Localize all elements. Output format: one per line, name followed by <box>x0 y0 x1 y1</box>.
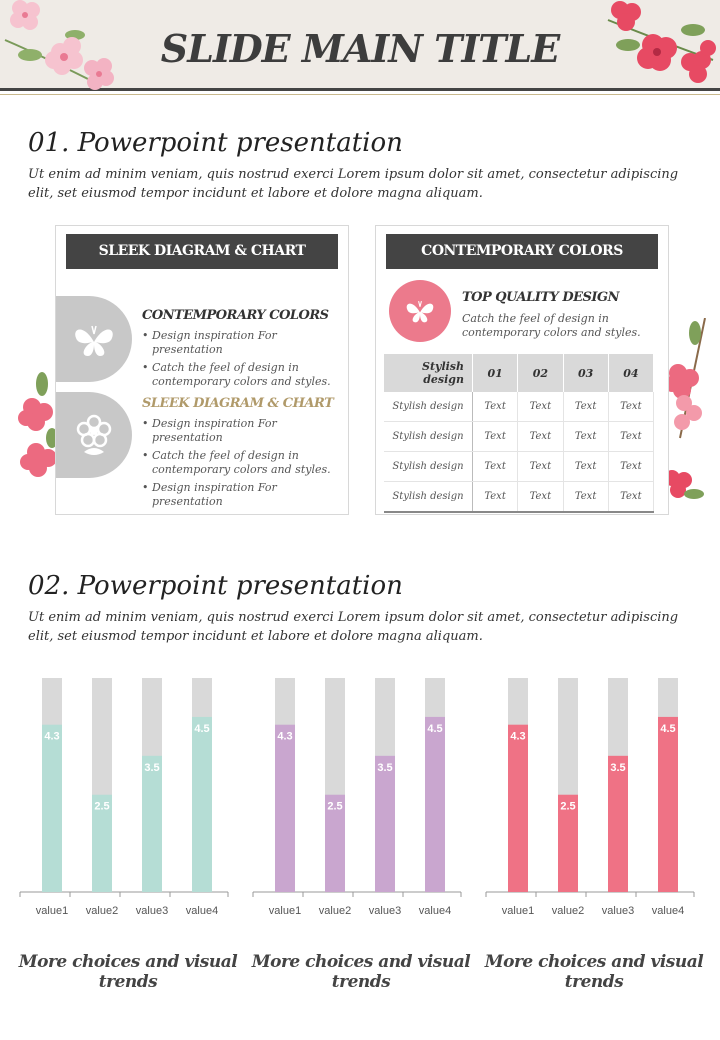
table-row <box>384 482 654 513</box>
table-cell: Text <box>473 482 518 513</box>
butterfly-icon <box>70 316 118 364</box>
x-tick-label: value2 <box>318 905 352 917</box>
bar-value-label: 3.5 <box>377 761 393 774</box>
table-cell: Text <box>473 422 518 452</box>
table-cell: Text <box>563 422 608 452</box>
table-cell: Text <box>563 392 608 422</box>
table-header-cell: 04 <box>608 354 653 392</box>
bar-chart-1 <box>20 670 240 920</box>
list-item: • Design inspiration For presentation <box>142 329 332 357</box>
bar <box>192 717 212 892</box>
bar-value-label: 4.5 <box>660 722 676 735</box>
bar <box>608 756 628 892</box>
tab-sleek-diagram <box>56 392 132 478</box>
table-cell: Text <box>473 452 518 482</box>
bar-chart-3 <box>486 670 706 920</box>
table-cell: Stylish design <box>384 482 473 513</box>
section-1-title: 01. Powerpoint presentation <box>28 128 403 158</box>
x-tick-label: value2 <box>551 905 585 917</box>
bar-value-label: 2.5 <box>94 800 110 813</box>
tab-contemporary-colors <box>56 296 132 382</box>
bar-value-label: 4.3 <box>510 730 526 743</box>
table-cell: Text <box>608 392 653 422</box>
table-row <box>384 452 654 482</box>
top-quality-title: TOP QUALITY DESIGN <box>462 290 619 305</box>
left-panel <box>55 225 349 515</box>
right-panel <box>375 225 669 515</box>
x-tick-label: value1 <box>268 905 302 917</box>
item-1-bullets <box>142 329 332 393</box>
item-1-heading: CONTEMPORARY COLORS <box>142 308 329 323</box>
chart-2-caption: More choices and visual trends <box>251 952 471 992</box>
bar-value-label: 2.5 <box>327 800 343 813</box>
flower-decoration-left-icon <box>12 372 60 482</box>
table-cell: Stylish design <box>384 422 473 452</box>
table-cell: Text <box>563 452 608 482</box>
table-cell: Text <box>608 422 653 452</box>
butterfly-badge <box>389 280 451 342</box>
section-2-title: 02. Powerpoint presentation <box>28 571 403 601</box>
table-cell: Text <box>563 482 608 513</box>
table-header-cell: 02 <box>518 354 563 392</box>
section-2-body: Ut enim ad minim veniam, quis nostrud exerci Lorem ipsum dolor sit amet, consectetur adipiscing elit, set eiusmod tempor incidunt et labore et dolore magna aliquam. <box>28 610 679 644</box>
x-tick-label: value3 <box>601 905 635 917</box>
table-header-row <box>384 354 654 392</box>
table-row <box>384 392 654 422</box>
bar-value-label: 4.3 <box>277 730 293 743</box>
bar <box>375 756 395 892</box>
table-cell: Text <box>518 482 563 513</box>
x-tick-label: value2 <box>85 905 119 917</box>
table-cell: Text <box>518 452 563 482</box>
chart-3-caption: More choices and visual trends <box>484 952 704 992</box>
flower-decoration-right-icon <box>660 318 720 508</box>
table-header-cell: Stylish design <box>384 354 473 392</box>
right-panel-header: CONTEMPORARY COLORS <box>386 234 658 269</box>
table-cell: Text <box>473 392 518 422</box>
x-tick-label: value3 <box>135 905 169 917</box>
item-2-bullets <box>142 417 332 513</box>
x-tick-label: value4 <box>185 905 219 917</box>
bar <box>42 725 62 892</box>
list-item: • Design inspiration For presentation <box>142 417 332 445</box>
list-item: • Catch the feel of design in contemporary colors and styles. <box>142 361 332 389</box>
bar-chart-2 <box>253 670 473 920</box>
bar-value-label: 4.5 <box>194 722 210 735</box>
table-header-cell: 01 <box>473 354 518 392</box>
table-cell: Text <box>608 482 653 513</box>
table-cell: Text <box>608 452 653 482</box>
section-1-body: Ut enim ad minim veniam, quis nostrud exerci Lorem ipsum dolor sit amet, consectetur adipiscing elit, set eiusmod tempor incidunt et labore et dolore magna aliquam. <box>28 167 679 201</box>
table-header-cell: 03 <box>563 354 608 392</box>
butterfly-icon <box>403 294 437 328</box>
bar-value-label: 3.5 <box>610 761 626 774</box>
header-divider-thin <box>0 94 720 95</box>
bar-value-label: 4.3 <box>44 730 60 743</box>
x-tick-label: value1 <box>35 905 69 917</box>
x-tick-label: value3 <box>368 905 402 917</box>
flower-icon <box>70 412 118 460</box>
bar-chart-2-svg <box>253 670 473 920</box>
table-cell: Text <box>518 422 563 452</box>
bar-value-label: 4.5 <box>427 722 443 735</box>
bar-value-label: 2.5 <box>560 800 576 813</box>
item-2-heading: SLEEK DIAGRAM & CHART <box>142 396 334 411</box>
bar-value-label: 3.5 <box>144 761 160 774</box>
table-cell: Stylish design <box>384 392 473 422</box>
table-row <box>384 422 654 452</box>
bar <box>425 717 445 892</box>
x-tick-label: value4 <box>651 905 685 917</box>
page-title: SLIDE MAIN TITLE <box>160 26 560 71</box>
top-quality-subtitle: Catch the feel of design in contemporary colors and styles. <box>462 312 641 339</box>
bar-chart-3-svg <box>486 670 706 920</box>
table-cell: Stylish design <box>384 452 473 482</box>
bar <box>508 725 528 892</box>
list-item: • Design inspiration For presentation <box>142 481 332 509</box>
list-item: • Catch the feel of design in contemporary colors and styles. <box>142 449 332 477</box>
left-panel-header: SLEEK DIAGRAM & CHART <box>66 234 338 269</box>
bar-chart-1-svg <box>20 670 240 920</box>
bar <box>275 725 295 892</box>
bar <box>142 756 162 892</box>
chart-1-caption: More choices and visual trends <box>18 952 238 992</box>
x-tick-label: value4 <box>418 905 452 917</box>
bar <box>658 717 678 892</box>
x-tick-label: value1 <box>501 905 535 917</box>
design-table <box>384 354 654 513</box>
table-cell: Text <box>518 392 563 422</box>
